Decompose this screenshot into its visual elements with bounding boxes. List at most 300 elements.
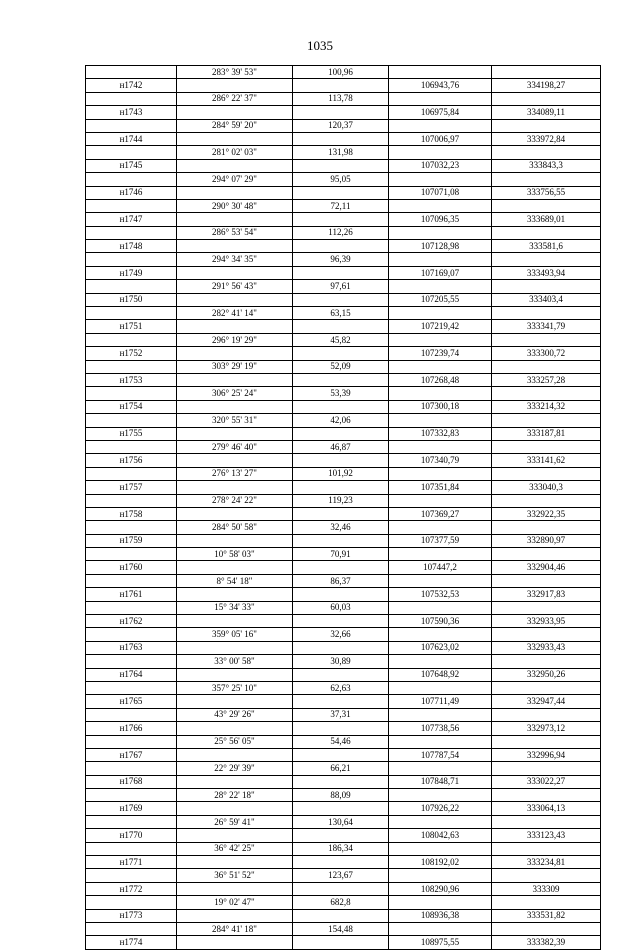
x-coordinate-cell: 107219,42 [389, 320, 492, 333]
distance-cell: 123,67 [293, 869, 389, 882]
empty-cell [293, 641, 389, 654]
empty-cell [389, 735, 492, 748]
distance-cell: 46,87 [293, 440, 389, 453]
empty-cell [293, 186, 389, 199]
distance-cell: 32,66 [293, 628, 389, 641]
empty-cell [492, 548, 601, 561]
empty-cell [293, 159, 389, 172]
segment-row [86, 601, 601, 614]
point-row [86, 454, 601, 467]
distance-cell: 30,89 [293, 655, 389, 668]
distance-cell: 100,96 [293, 66, 389, 79]
empty-cell [492, 574, 601, 587]
point-name-cell: н1770 [86, 829, 177, 842]
point-row [86, 347, 601, 360]
empty-cell [293, 373, 389, 386]
empty-cell [86, 601, 177, 614]
empty-cell [389, 119, 492, 132]
empty-cell [492, 226, 601, 239]
direction-angle-cell: 33° 00' 58" [177, 655, 293, 668]
point-row [86, 266, 601, 279]
distance-cell: 682,8 [293, 896, 389, 909]
segment-row [86, 387, 601, 400]
x-coordinate-cell: 107300,18 [389, 400, 492, 413]
empty-cell [177, 775, 293, 788]
x-coordinate-cell: 107848,71 [389, 775, 492, 788]
x-coordinate-cell: 107738,56 [389, 722, 492, 735]
empty-cell [177, 748, 293, 761]
point-row [86, 802, 601, 815]
x-coordinate-cell: 107447,2 [389, 561, 492, 574]
empty-cell [389, 360, 492, 373]
empty-cell [492, 119, 601, 132]
direction-angle-cell: 43° 29' 26" [177, 708, 293, 721]
empty-cell [293, 775, 389, 788]
x-coordinate-cell: 107623,02 [389, 641, 492, 654]
empty-cell [293, 909, 389, 922]
empty-cell [177, 400, 293, 413]
empty-cell [293, 829, 389, 842]
direction-angle-cell: 36° 42' 25" [177, 842, 293, 855]
direction-angle-cell: 278° 24' 22" [177, 494, 293, 507]
y-coordinate-cell: 333403,4 [492, 293, 601, 306]
point-name-cell: н1767 [86, 748, 177, 761]
direction-angle-cell: 286° 22' 37" [177, 92, 293, 105]
segment-row [86, 146, 601, 159]
distance-cell: 54,46 [293, 735, 389, 748]
empty-cell [389, 574, 492, 587]
empty-cell [389, 494, 492, 507]
empty-cell [389, 146, 492, 159]
empty-cell [177, 293, 293, 306]
empty-cell [293, 132, 389, 145]
empty-cell [177, 507, 293, 520]
empty-cell [86, 414, 177, 427]
empty-cell [492, 789, 601, 802]
empty-cell [293, 856, 389, 869]
empty-cell [389, 708, 492, 721]
point-row [86, 534, 601, 547]
point-row [86, 882, 601, 895]
distance-cell: 120,37 [293, 119, 389, 132]
point-name-cell: н1749 [86, 266, 177, 279]
segment-row [86, 66, 601, 79]
point-name-cell: н1746 [86, 186, 177, 199]
point-row [86, 481, 601, 494]
x-coordinate-cell: 107239,74 [389, 347, 492, 360]
y-coordinate-cell: 333234,81 [492, 856, 601, 869]
segment-row [86, 574, 601, 587]
point-name-cell: н1763 [86, 641, 177, 654]
distance-cell: 113,78 [293, 92, 389, 105]
point-row [86, 293, 601, 306]
point-name-cell: н1769 [86, 802, 177, 815]
point-name-cell: н1760 [86, 561, 177, 574]
empty-cell [492, 414, 601, 427]
point-name-cell: н1766 [86, 722, 177, 735]
empty-cell [293, 534, 389, 547]
empty-cell [293, 882, 389, 895]
empty-cell [86, 387, 177, 400]
y-coordinate-cell: 333972,84 [492, 132, 601, 145]
y-coordinate-cell: 333064,13 [492, 802, 601, 815]
empty-cell [492, 815, 601, 828]
y-coordinate-cell: 334198,27 [492, 79, 601, 92]
y-coordinate-cell: 333040,3 [492, 481, 601, 494]
empty-cell [177, 534, 293, 547]
point-row [86, 106, 601, 119]
y-coordinate-cell: 332890,97 [492, 534, 601, 547]
point-name-cell: н1742 [86, 79, 177, 92]
segment-row [86, 548, 601, 561]
empty-cell [293, 936, 389, 949]
direction-angle-cell: 284° 50' 58" [177, 521, 293, 534]
segment-row [86, 681, 601, 694]
y-coordinate-cell: 334089,11 [492, 106, 601, 119]
empty-cell [492, 360, 601, 373]
segment-row [86, 842, 601, 855]
empty-cell [177, 266, 293, 279]
empty-cell [177, 159, 293, 172]
empty-cell [293, 588, 389, 601]
empty-cell [389, 762, 492, 775]
distance-cell: 97,61 [293, 280, 389, 293]
y-coordinate-cell: 332973,12 [492, 722, 601, 735]
x-coordinate-cell: 106975,84 [389, 106, 492, 119]
point-name-cell: н1745 [86, 159, 177, 172]
direction-angle-cell: 281° 02' 03" [177, 146, 293, 159]
distance-cell: 86,37 [293, 574, 389, 587]
distance-cell: 88,09 [293, 789, 389, 802]
point-name-cell: н1747 [86, 213, 177, 226]
empty-cell [86, 548, 177, 561]
segment-row [86, 440, 601, 453]
empty-cell [177, 347, 293, 360]
empty-cell [492, 467, 601, 480]
empty-cell [86, 467, 177, 480]
point-row [86, 320, 601, 333]
empty-cell [293, 400, 389, 413]
empty-cell [389, 253, 492, 266]
empty-cell [177, 936, 293, 949]
x-coordinate-cell: 108936,38 [389, 909, 492, 922]
y-coordinate-cell: 333257,28 [492, 373, 601, 386]
empty-cell [86, 869, 177, 882]
point-row [86, 748, 601, 761]
x-coordinate-cell: 107926,22 [389, 802, 492, 815]
point-row [86, 722, 601, 735]
point-name-cell: н1754 [86, 400, 177, 413]
distance-cell: 62,63 [293, 681, 389, 694]
point-name-cell: н1751 [86, 320, 177, 333]
segment-row [86, 869, 601, 882]
empty-cell [293, 748, 389, 761]
x-coordinate-cell: 107128,98 [389, 240, 492, 253]
y-coordinate-cell: 333756,55 [492, 186, 601, 199]
empty-cell [177, 320, 293, 333]
empty-cell [492, 708, 601, 721]
segment-row [86, 735, 601, 748]
y-coordinate-cell: 333382,39 [492, 936, 601, 949]
empty-cell [389, 681, 492, 694]
y-coordinate-cell: 333493,94 [492, 266, 601, 279]
segment-row [86, 360, 601, 373]
point-row [86, 588, 601, 601]
empty-cell [86, 66, 177, 79]
y-coordinate-cell: 333309 [492, 882, 601, 895]
empty-cell [293, 454, 389, 467]
empty-cell [86, 226, 177, 239]
point-name-cell: н1755 [86, 427, 177, 440]
y-coordinate-cell: 333022,27 [492, 775, 601, 788]
empty-cell [86, 735, 177, 748]
empty-cell [492, 628, 601, 641]
x-coordinate-cell: 107032,23 [389, 159, 492, 172]
x-coordinate-cell: 106943,76 [389, 79, 492, 92]
segment-row [86, 494, 601, 507]
point-name-cell: н1774 [86, 936, 177, 949]
empty-cell [177, 695, 293, 708]
segment-row [86, 815, 601, 828]
direction-angle-cell: 8° 54' 18" [177, 574, 293, 587]
empty-cell [86, 146, 177, 159]
empty-cell [492, 869, 601, 882]
empty-cell [177, 79, 293, 92]
y-coordinate-cell: 333689,01 [492, 213, 601, 226]
empty-cell [86, 708, 177, 721]
empty-cell [86, 92, 177, 105]
empty-cell [389, 173, 492, 186]
y-coordinate-cell: 332947,44 [492, 695, 601, 708]
empty-cell [177, 588, 293, 601]
empty-cell [86, 307, 177, 320]
empty-cell [492, 923, 601, 936]
empty-cell [389, 548, 492, 561]
empty-cell [293, 240, 389, 253]
point-name-cell: н1750 [86, 293, 177, 306]
empty-cell [389, 280, 492, 293]
segment-row [86, 467, 601, 480]
empty-cell [86, 762, 177, 775]
point-row [86, 936, 601, 949]
empty-cell [86, 815, 177, 828]
direction-angle-cell: 306° 25' 24" [177, 387, 293, 400]
empty-cell [293, 106, 389, 119]
distance-cell: 70,91 [293, 548, 389, 561]
y-coordinate-cell: 333341,79 [492, 320, 601, 333]
empty-cell [389, 896, 492, 909]
segment-row [86, 280, 601, 293]
distance-cell: 95,05 [293, 173, 389, 186]
direction-angle-cell: 28° 22' 18" [177, 789, 293, 802]
direction-angle-cell: 10° 58' 03" [177, 548, 293, 561]
empty-cell [389, 869, 492, 882]
x-coordinate-cell: 108290,96 [389, 882, 492, 895]
y-coordinate-cell: 333843,3 [492, 159, 601, 172]
segment-row [86, 655, 601, 668]
direction-angle-cell: 320° 55' 31" [177, 414, 293, 427]
x-coordinate-cell: 108192,02 [389, 856, 492, 869]
empty-cell [293, 213, 389, 226]
empty-cell [492, 896, 601, 909]
distance-cell: 37,31 [293, 708, 389, 721]
point-name-cell: н1758 [86, 507, 177, 520]
empty-cell [177, 213, 293, 226]
distance-cell: 63,15 [293, 307, 389, 320]
empty-cell [389, 923, 492, 936]
empty-cell [86, 119, 177, 132]
distance-cell: 101,92 [293, 467, 389, 480]
point-row [86, 400, 601, 413]
empty-cell [293, 507, 389, 520]
direction-angle-cell: 284° 41' 18" [177, 923, 293, 936]
empty-cell [492, 146, 601, 159]
segment-row [86, 789, 601, 802]
point-name-cell: н1744 [86, 132, 177, 145]
empty-cell [389, 199, 492, 212]
empty-cell [293, 481, 389, 494]
point-name-cell: н1768 [86, 775, 177, 788]
empty-cell [293, 722, 389, 735]
segment-row [86, 708, 601, 721]
empty-cell [177, 186, 293, 199]
empty-cell [389, 92, 492, 105]
empty-cell [389, 467, 492, 480]
direction-angle-cell: 276° 13' 27" [177, 467, 293, 480]
empty-cell [86, 681, 177, 694]
empty-cell [389, 601, 492, 614]
x-coordinate-cell: 108042,63 [389, 829, 492, 842]
empty-cell [177, 481, 293, 494]
empty-cell [177, 240, 293, 253]
empty-cell [86, 896, 177, 909]
point-name-cell: н1757 [86, 481, 177, 494]
empty-cell [177, 856, 293, 869]
distance-cell: 66,21 [293, 762, 389, 775]
empty-cell [177, 668, 293, 681]
segment-row [86, 92, 601, 105]
x-coordinate-cell: 107351,84 [389, 481, 492, 494]
y-coordinate-cell: 333581,6 [492, 240, 601, 253]
point-row [86, 641, 601, 654]
empty-cell [492, 307, 601, 320]
empty-cell [177, 615, 293, 628]
empty-cell [177, 641, 293, 654]
distance-cell: 154,48 [293, 923, 389, 936]
point-name-cell: н1762 [86, 615, 177, 628]
empty-cell [177, 882, 293, 895]
direction-angle-cell: 359° 05' 16" [177, 628, 293, 641]
x-coordinate-cell: 107006,97 [389, 132, 492, 145]
empty-cell [389, 628, 492, 641]
direction-angle-cell: 282° 41' 14" [177, 307, 293, 320]
y-coordinate-cell: 333531,82 [492, 909, 601, 922]
point-name-cell: н1753 [86, 373, 177, 386]
point-name-cell: н1756 [86, 454, 177, 467]
empty-cell [86, 440, 177, 453]
y-coordinate-cell: 333187,81 [492, 427, 601, 440]
point-name-cell: н1752 [86, 347, 177, 360]
point-row [86, 561, 601, 574]
direction-angle-cell: 294° 07' 29" [177, 173, 293, 186]
empty-cell [293, 266, 389, 279]
direction-angle-cell: 284° 59' 20" [177, 119, 293, 132]
empty-cell [293, 79, 389, 92]
distance-cell: 53,39 [293, 387, 389, 400]
empty-cell [86, 360, 177, 373]
empty-cell [86, 923, 177, 936]
point-row [86, 507, 601, 520]
x-coordinate-cell: 107532,53 [389, 588, 492, 601]
distance-cell: 112,26 [293, 226, 389, 239]
point-row [86, 213, 601, 226]
direction-angle-cell: 294° 34' 35" [177, 253, 293, 266]
y-coordinate-cell: 332950,26 [492, 668, 601, 681]
segment-row [86, 173, 601, 186]
distance-cell: 119,23 [293, 494, 389, 507]
empty-cell [492, 681, 601, 694]
empty-cell [492, 253, 601, 266]
segment-row [86, 628, 601, 641]
direction-angle-cell: 291° 56' 43" [177, 280, 293, 293]
empty-cell [293, 695, 389, 708]
x-coordinate-cell: 107071,08 [389, 186, 492, 199]
direction-angle-cell: 279° 46' 40" [177, 440, 293, 453]
empty-cell [86, 521, 177, 534]
point-row [86, 615, 601, 628]
empty-cell [86, 280, 177, 293]
empty-cell [492, 601, 601, 614]
distance-cell: 32,46 [293, 521, 389, 534]
distance-cell: 96,39 [293, 253, 389, 266]
x-coordinate-cell: 107268,48 [389, 373, 492, 386]
empty-cell [492, 655, 601, 668]
segment-row [86, 199, 601, 212]
segment-row [86, 762, 601, 775]
segment-row [86, 119, 601, 132]
empty-cell [492, 173, 601, 186]
empty-cell [86, 842, 177, 855]
segment-row [86, 253, 601, 266]
empty-cell [86, 789, 177, 802]
y-coordinate-cell: 332922,35 [492, 507, 601, 520]
point-row [86, 240, 601, 253]
distance-cell: 72,11 [293, 199, 389, 212]
empty-cell [492, 66, 601, 79]
point-row [86, 856, 601, 869]
empty-cell [492, 387, 601, 400]
empty-cell [389, 66, 492, 79]
point-row [86, 186, 601, 199]
empty-cell [293, 668, 389, 681]
y-coordinate-cell: 332917,83 [492, 588, 601, 601]
empty-cell [389, 440, 492, 453]
segment-row [86, 521, 601, 534]
y-coordinate-cell: 332933,43 [492, 641, 601, 654]
coordinates-table [85, 65, 601, 950]
x-coordinate-cell: 107169,07 [389, 266, 492, 279]
empty-cell [177, 829, 293, 842]
point-name-cell: н1764 [86, 668, 177, 681]
empty-cell [293, 615, 389, 628]
point-row [86, 695, 601, 708]
empty-cell [389, 521, 492, 534]
point-row [86, 132, 601, 145]
y-coordinate-cell: 332933,95 [492, 615, 601, 628]
y-coordinate-cell: 332904,46 [492, 561, 601, 574]
distance-cell: 60,03 [293, 601, 389, 614]
empty-cell [389, 789, 492, 802]
